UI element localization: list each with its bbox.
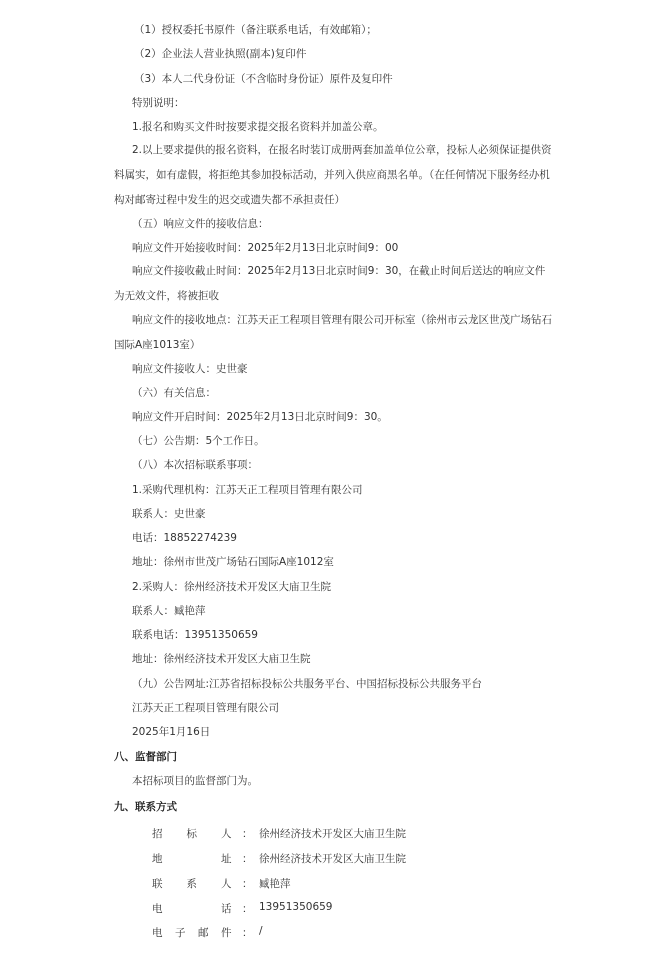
contact-label: 电 话 [152,903,232,915]
contact-label: 联 系 人 [152,878,232,890]
contact-separator: ： [242,903,253,915]
contact-value: / [259,925,263,937]
heading-contact: 九、联系方式 [114,801,177,813]
purchaser-name: 2.采购人：徐州经济技术开发区大庙卫生院 [132,581,332,593]
contact-value: 13951350659 [259,901,333,913]
agency-contact: 联系人：史世豪 [132,508,206,520]
response-place: 响应文件的接收地点：江苏天正工程项目管理有限公司开标室（徐州市云龙区世茂广场钻石国际A座1013室） [114,314,552,351]
contact-label: 招 标 人 [152,828,232,840]
contact-separator: ： [242,878,253,890]
section7-announcement-period: （七）公告期：5个工作日。 [132,435,265,447]
special-note-1: 1.报名和购买文件时按要求提交报名资料并加盖公章。 [132,121,384,133]
response-start-time: 响应文件开始接收时间：2025年2月13日北京时间9：00 [132,242,399,254]
section5-title: （五）响应文件的接收信息： [132,218,269,230]
contact-value: 徐州经济技术开发区大庙卫生院 [259,828,406,840]
contact-value: 徐州经济技术开发区大庙卫生院 [259,853,406,865]
purchaser-contact: 联系人：臧艳萍 [132,605,206,617]
section8-title: （八）本次招标联系事项： [132,459,258,471]
supervision-text: 本招标项目的监督部门为。 [132,775,258,787]
contact-value: 臧艳萍 [259,878,291,890]
issuer-name: 江苏天正工程项目管理有限公司 [132,702,279,714]
section9-websites: （九）公告网址:江苏省招标投标公共服务平台、中国招标投标公共服务平台 [132,678,483,690]
contact-row [0,901,647,917]
response-deadline: 响应文件接收截止时间：2025年2月13日北京时间9：30，在截止时间后送达的响应文件为无效文件，将被拒收 [114,265,546,302]
contact-separator: ： [242,927,253,939]
agency-address: 地址：徐州市世茂广场钻石国际A座1012室 [132,556,334,568]
special-note-title: 特别说明： [132,97,185,109]
purchaser-address: 地址：徐州经济技术开发区大庙卫生院 [132,653,311,665]
material-item-1: （1）授权委托书原件（备注联系电话，有效邮箱）； [134,24,377,36]
contact-separator: ： [242,853,253,865]
heading-supervision: 八、监督部门 [114,751,177,763]
issue-date: 2025年1月16日 [132,726,211,738]
opening-time: 响应文件开启时间：2025年2月13日北京时间9：30。 [132,411,388,423]
agency-name: 1.采购代理机构：江苏天正工程项目管理有限公司 [132,484,363,496]
agency-phone: 电话：18852274239 [132,532,237,544]
contact-label: 电 子 邮 件 [152,927,232,939]
section6-title: （六）有关信息： [132,387,216,399]
response-receiver: 响应文件接收人：史世豪 [132,363,248,375]
purchaser-phone: 联系电话：13951350659 [132,629,258,641]
contact-row [0,876,647,892]
contact-row [0,851,647,867]
contact-label: 地 址 [152,853,232,865]
contact-separator: ： [242,828,253,840]
contact-row [0,925,647,941]
special-note-2: 2.以上要求提供的报名资料，在报名时装订成册两套加盖单位公章，投标人必须保证提供资料属实，如有虚假，将拒绝其参加投标活动，并列入供应商黑名单。（在任何情况下服务经办机构对邮寄过程中发生的迟交或遗失都不承担责任） [114,144,552,206]
material-item-3: （3）本人二代身份证（不含临时身份证）原件及复印件 [134,73,393,85]
material-item-2: （2）企业法人营业执照(副本)复印件 [134,48,307,60]
contact-row [0,826,647,842]
